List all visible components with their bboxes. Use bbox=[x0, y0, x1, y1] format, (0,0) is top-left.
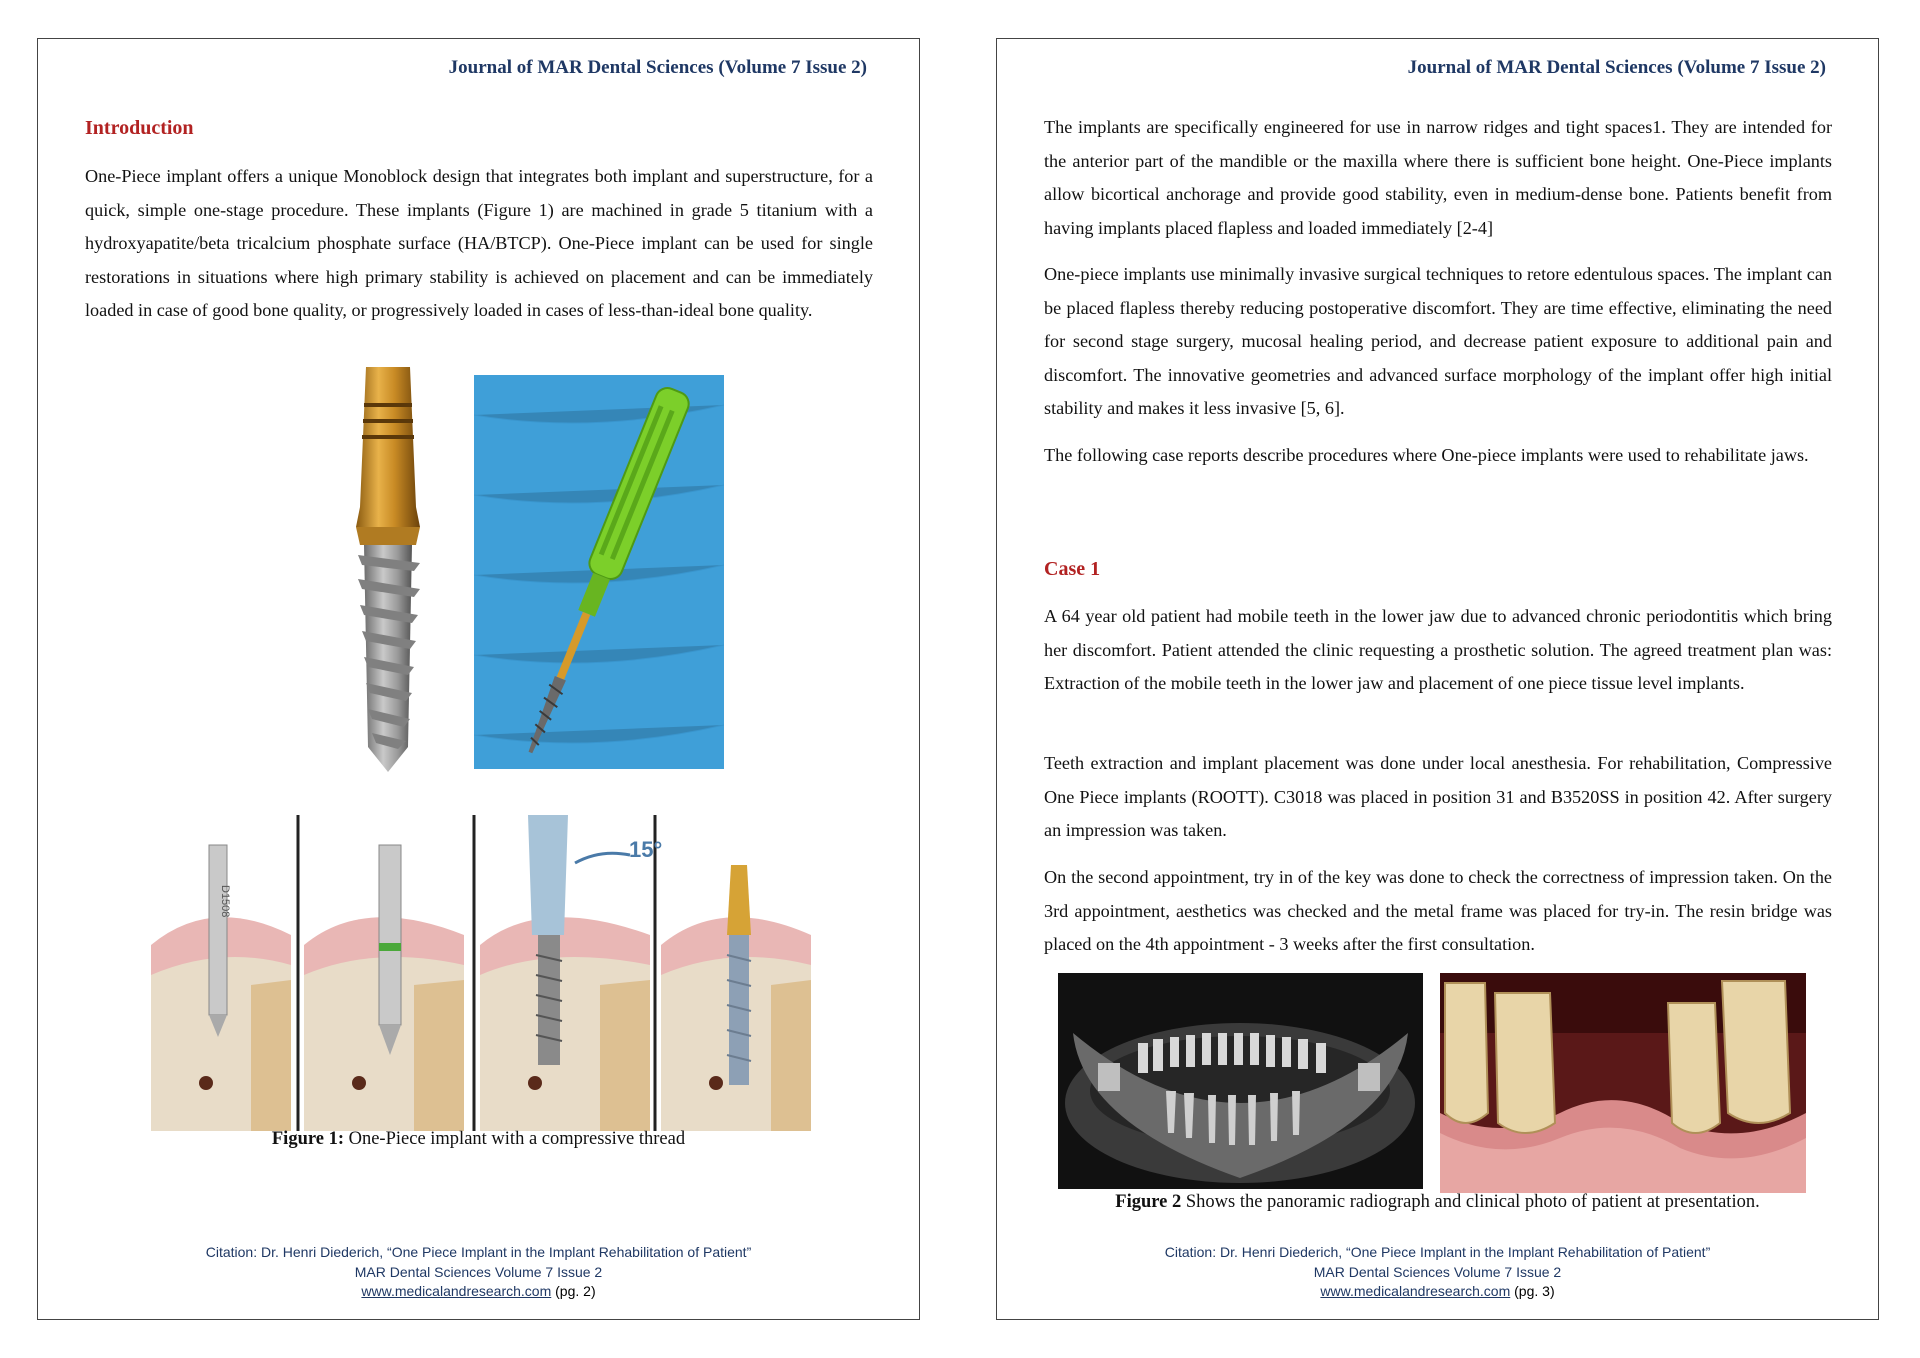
page-number: (pg. 3) bbox=[1510, 1283, 1555, 1299]
paragraph-3: The following case reports describe procedures where One-piece implants were used to rehabilitate jaws. bbox=[1044, 445, 1809, 465]
journal-header: Journal of MAR Dental Sciences (Volume 7 Issue 2) bbox=[448, 57, 867, 78]
implant-photo-image bbox=[474, 375, 724, 769]
page-2 bbox=[37, 38, 920, 1320]
page-number: (pg. 2) bbox=[551, 1283, 596, 1299]
figure-2-caption bbox=[997, 1192, 1878, 1213]
figure-2-text: Shows the panoramic radiograph and clinical photo of patient at presentation. bbox=[1181, 1192, 1760, 1212]
drill-code-label: D1508 bbox=[219, 885, 231, 918]
case-paragraph-2: Teeth extraction and implant placement was done under local anesthesia. For rehabilitation, Compressive One Piece implants (ROOTT). C3018 was placed in position 31 and B3520SS in position 42. After surgery an impression was taken. bbox=[1044, 753, 1832, 840]
section-heading-case-1: Case 1 bbox=[1044, 558, 1101, 580]
case-paragraph-1: A 64 year old patient had mobile teeth in the lower jaw due to advanced chronic periodontitis which bring her discomfort. Patient attended the clinic requesting a prosthetic solution. The agreed treatment plan was: Extraction of the mobile teeth in the lower jaw and placement of one piece tissue level implants. bbox=[1044, 606, 1832, 693]
angle-label: 15° bbox=[629, 837, 663, 862]
paragraph-1: The implants are specifically engineered for use in narrow ridges and tight spaces1. They are intended for the anterior part of the mandible or the maxilla where there is sufficient bone height. One-Piece implants allow bicortical anchorage and provide good stability, even in medium-dense bone. Patients benefit from having implants placed flapless and loaded immediately [2-4] bbox=[1044, 117, 1832, 238]
figure-2-label: Figure 2 bbox=[1115, 1192, 1182, 1212]
clinical-photo-image bbox=[1440, 973, 1806, 1193]
figure-1-label: Figure 1: bbox=[271, 1129, 344, 1149]
page-footer bbox=[997, 1243, 1878, 1302]
website-link[interactable]: www.medicalandresearch.com bbox=[1320, 1283, 1511, 1299]
paragraph-2: One-piece implants use minimally invasive surgical techniques to retore edentulous spaces. The implant can be placed flapless thereby reducing postoperative discomfort. They are time effective, eliminating the need for second stage surgery, mucosal healing period, and decrease patient exposure to additional pain and discomfort. The innovative geometries and advanced surface morphology of the implant offer high initial stability and makes it less invasive [5, 6]. bbox=[1044, 264, 1832, 418]
case-paragraph-3: On the second appointment, try in of the key was done to check the correctness of impression taken. On the 3rd appointment, aesthetics was checked and the metal frame was placed for try-in. The resin bridge was placed on the 4th appointment - 3 weeks after the first consultation. bbox=[1044, 867, 1832, 954]
page-3 bbox=[996, 38, 1879, 1320]
volume-text: MAR Dental Sciences Volume 7 Issue 2 bbox=[1313, 1263, 1562, 1280]
intro-paragraph: One-Piece implant offers a unique Monoblock design that integrates both implant and superstructure, for a quick, simple one-stage procedure. These implants (Figure 1) are machined in grade 5 titanium with a hydroxyapatite/beta tricalcium phosphate surface (HA/BTCP). One-Piece implant can be used for single restorations in situations where high primary stability is achieved on placement and can be immediately loaded in case of good bone quality, or progressively loaded in cases of less-than-ideal bone quality. bbox=[85, 166, 873, 320]
surgical-sequence-image bbox=[151, 815, 811, 1131]
figure-1-caption bbox=[38, 1129, 919, 1150]
implant-render-image bbox=[328, 367, 448, 775]
journal-header: Journal of MAR Dental Sciences (Volume 7 Issue 2) bbox=[1407, 57, 1826, 78]
citation-text: Citation: Dr. Henri Diederich, “One Piece Implant in the Implant Rehabilitation of Patient” bbox=[205, 1244, 752, 1260]
citation-text: Citation: Dr. Henri Diederich, “One Piece Implant in the Implant Rehabilitation of Patient” bbox=[1164, 1244, 1711, 1260]
volume-text: MAR Dental Sciences Volume 7 Issue 2 bbox=[354, 1263, 603, 1280]
figure-1-text: One-Piece implant with a compressive thread bbox=[343, 1129, 686, 1149]
panoramic-radiograph-image bbox=[1058, 973, 1423, 1189]
website-link[interactable]: www.medicalandresearch.com bbox=[361, 1283, 552, 1299]
page-footer bbox=[38, 1243, 919, 1302]
section-heading-introduction: Introduction bbox=[85, 117, 194, 139]
